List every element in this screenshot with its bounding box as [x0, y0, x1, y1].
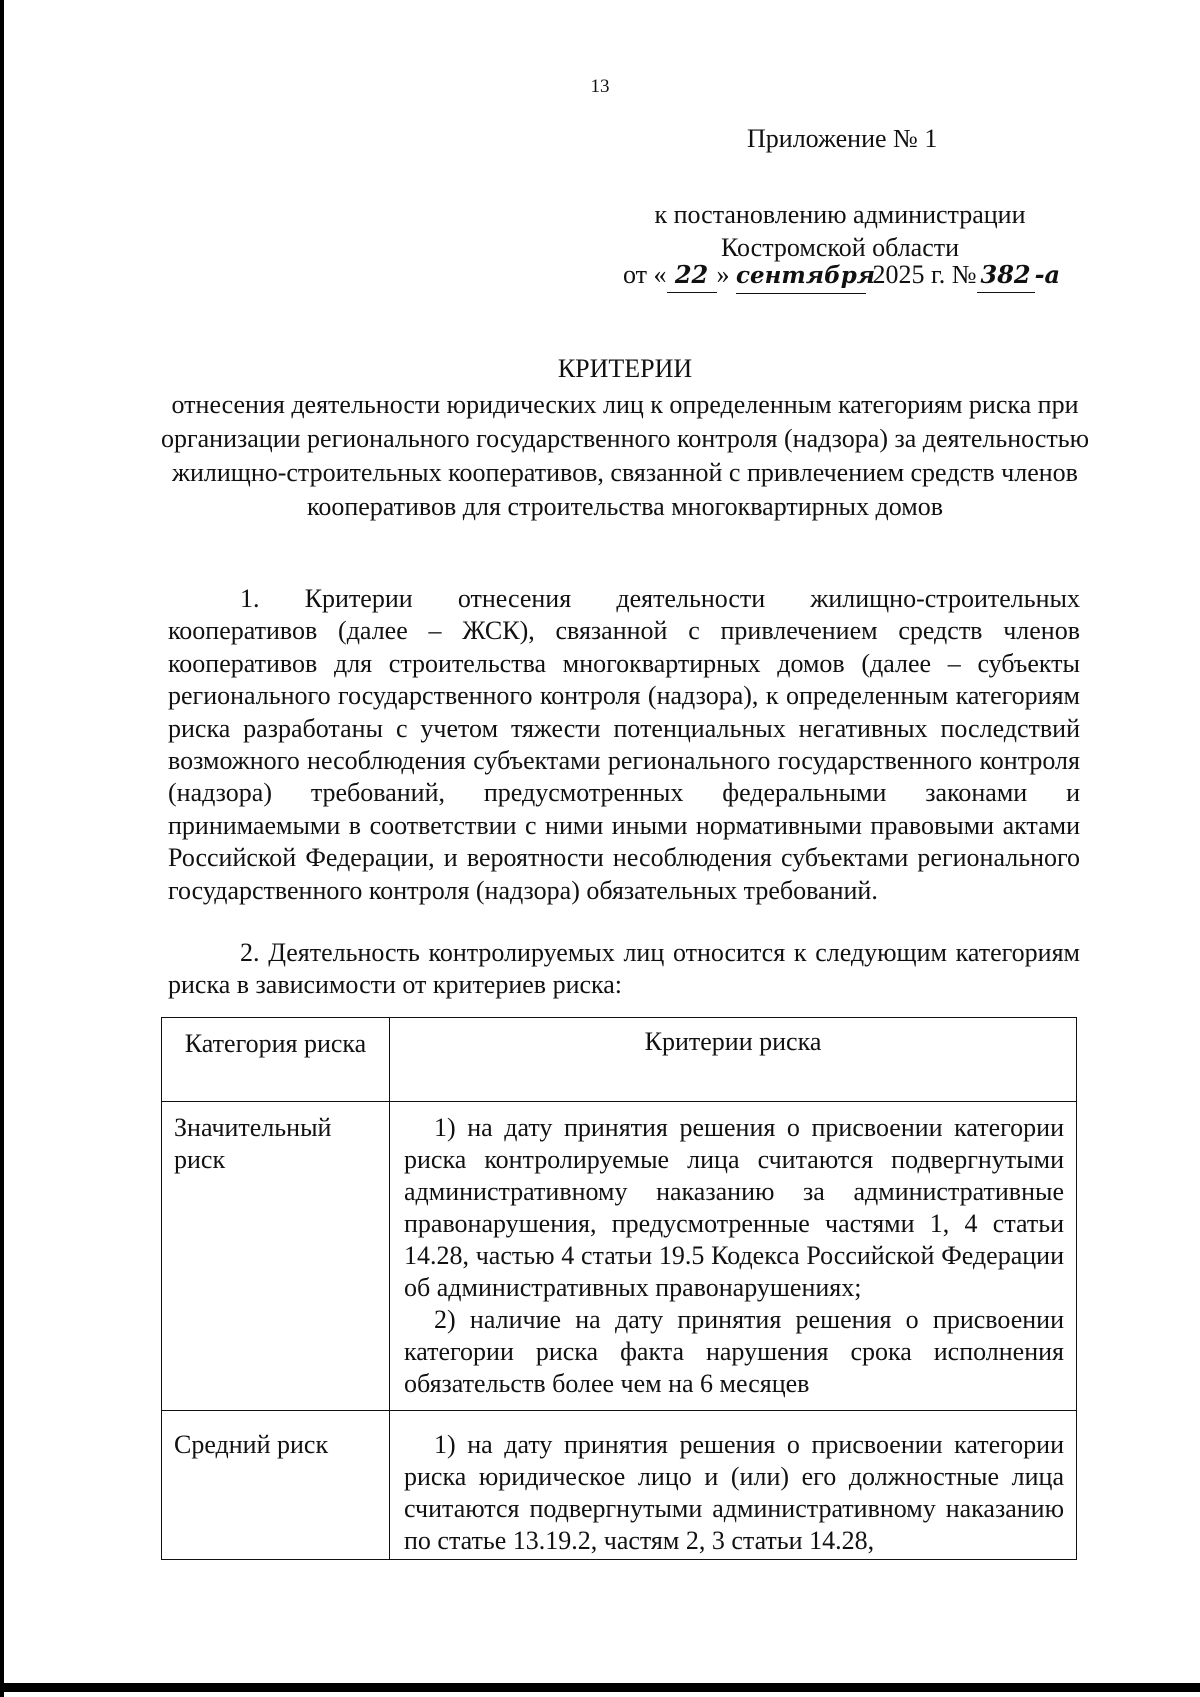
handwritten-day: 22 — [674, 260, 709, 289]
row-criteria-significant — [390, 1102, 1077, 1411]
handwritten-month: сентября — [736, 262, 876, 289]
criterion-item: 1) на дату принятия решения о присвоении категории риска юридическое лицо и (или) его должностные лица считаются подвергнутыми административному наказанию по статье 13.19.2, частям 2, 3 статьи 14.28, — [404, 1430, 1064, 1555]
criterion-item: 1) на дату принятия решения о присвоении категории риска контролируемые лица считаются подвергнутыми административному наказанию за административные правонарушения, предусмотренные частями 1, 4 статьи 14.28, частью 4 статьи 19.5 Кодекса Российской Федерации об административных правонарушениях; — [404, 1113, 1064, 1302]
paragraph-2: 2. Деятельность контролируемых лиц относится к следующим категориям риска в зависимости от критериев риска: — [168, 938, 1080, 1000]
page-bottom-edge — [0, 1683, 1200, 1692]
appendix-label: Приложение № 1 — [747, 124, 938, 153]
handwritten-number: 382 — [980, 260, 1031, 289]
recipient-line-1: к постановлению администрации — [654, 200, 1026, 229]
row-category-medium: Средний риск — [162, 1411, 390, 1560]
quote-close: » — [716, 260, 730, 289]
resolution-date-line — [623, 258, 1060, 294]
header-criteria: Критерии риска — [390, 1018, 1077, 1102]
risk-criteria-table — [161, 1017, 1077, 1560]
page-number: 13 — [590, 76, 610, 97]
date-prefix: от « — [623, 260, 667, 289]
number-slot — [977, 258, 1035, 293]
recipient-line-2: Костромской области — [720, 233, 960, 262]
day-slot — [667, 258, 717, 293]
year-and-number-label: 2025 г. № — [872, 260, 977, 289]
row-category-significant: Значительный риск — [162, 1102, 390, 1411]
month-slot — [736, 258, 876, 294]
appendix-recipient — [600, 198, 1080, 264]
document-subtitle: отнесения деятельности юридических лиц к определенным категориям риска при организации регионального государственного контроля (надзора) за деятельностью жилищно-строительных кооперативов, связанной с привлечением средств членов кооперативов для строительства многоквартирных домов — [160, 390, 1090, 521]
document-title: КРИТЕРИИ — [557, 354, 693, 383]
handwritten-number-suffix: -а — [1034, 260, 1061, 289]
paragraph-1: 1. Критерии отнесения деятельности жилищно-строительных кооперативов (далее – ЖСК), связанной с привлечением средств членов кооперативов для строительства многоквартирных домов (далее – субъекты регионального государственного контроля (надзора), к определенным категориям риска разработаны с учетом тяжести потенциальных негативных последствий возможного несоблюдения субъектами регионального государственного контроля (надзора) требований, предусмотренных федеральными законами и принимаемыми в соответствии с ними иными нормативными правовыми актами Российской Федерации, и вероятности несоблюдения субъектами регионального государственного контроля (надзора) обязательных требований. — [168, 584, 1080, 905]
row-criteria-medium — [390, 1411, 1077, 1560]
table-row — [162, 1102, 1077, 1411]
header-category: Категория риска — [162, 1018, 390, 1102]
table-header-row — [162, 1018, 1077, 1102]
criterion-item: 2) наличие на дату принятия решения о присвоении категории риска факта нарушения срока исполнения обязательств более чем на 6 месяцев — [404, 1305, 1064, 1398]
table-row — [162, 1411, 1077, 1560]
page-left-edge — [0, 0, 4, 1697]
